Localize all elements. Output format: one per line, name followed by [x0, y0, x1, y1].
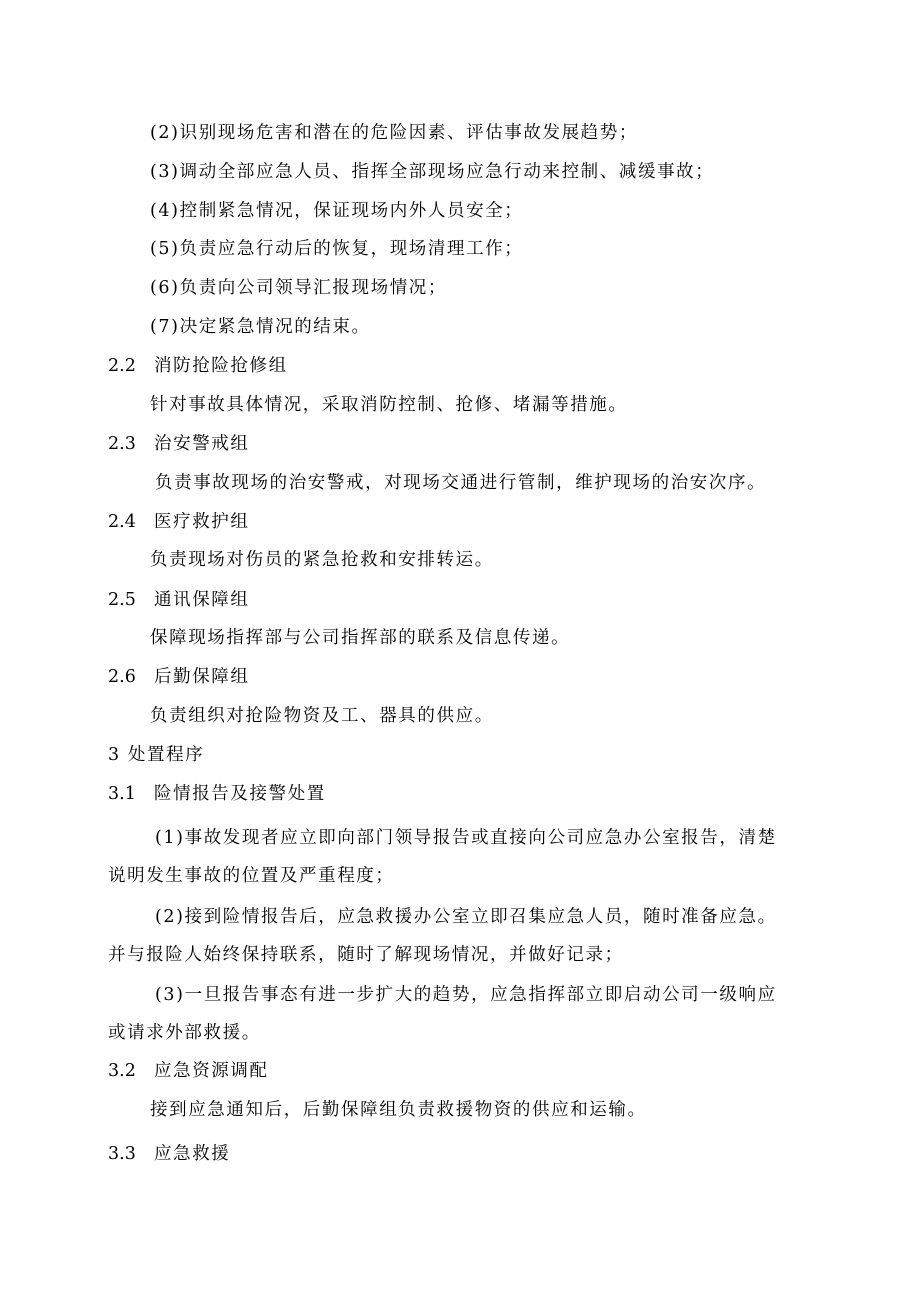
section-text-2-5: 保障现场指挥部与公司指挥部的联系及信息传递。	[150, 628, 571, 648]
section-text-2-4: 负责现场对伤员的紧急抢救和安排转运。	[150, 550, 494, 570]
section-text-2-3: 负责事故现场的治安警戒，对现场交通进行管制，维护现场的治安次序。	[155, 473, 767, 493]
section-heading-3: 3 处置程序	[108, 745, 205, 765]
paragraph-3-1-2-line-1: (2)接到险情报告后，应急救援办公室立即召集应急人员，随时准备应急。	[155, 907, 777, 927]
section-title: 治安警戒组	[154, 434, 250, 454]
section-text-2-6: 负责组织对抢险物资及工、器具的供应。	[150, 706, 494, 726]
section-heading-2-3	[108, 432, 250, 456]
paragraph-3-1-1-line-2: 说明发生事故的位置及严重程度；	[108, 866, 395, 886]
duty-item-3: (3)调动全部应急人员、指挥全部现场应急行动来控制、减缓事故；	[150, 162, 715, 182]
section-title: 消防抢险抢修组	[154, 356, 288, 376]
section-title: 险情报告及接警处置	[154, 784, 326, 804]
section-number: 2.3	[108, 434, 136, 454]
section-title: 应急救援	[154, 1144, 231, 1164]
duty-item-2: (2)识别现场危害和潜在的危险因素、评估事故发展趋势；	[150, 123, 638, 143]
section-heading-2-6	[108, 665, 250, 689]
section-title: 通讯保障组	[154, 590, 250, 610]
section-heading-2-4	[108, 510, 250, 534]
section-heading-3-2	[108, 1059, 269, 1083]
paragraph-3-1-2-line-2: 并与报险人始终保持联系，随时了解现场情况，并做好记录；	[108, 945, 624, 965]
paragraph-3-1-3-line-1: (3)一旦报告事态有进一步扩大的趋势，应急指挥部立即启动公司一级响应	[155, 985, 777, 1005]
section-title: 应急资源调配	[154, 1061, 269, 1081]
section-number: 2.5	[108, 590, 136, 610]
section-heading-3-3	[108, 1142, 230, 1166]
section-number: 3.1	[108, 784, 136, 804]
section-title: 医疗救护组	[154, 512, 250, 532]
duty-item-6: (6)负责向公司领导汇报现场情况；	[150, 278, 447, 298]
paragraph-3-1-3-line-2: 或请求外部救援。	[108, 1023, 261, 1043]
paragraph-3-1-1-line-1: (1)事故发现者应立即向部门领导报告或直接向公司应急办公室报告，清楚	[155, 828, 777, 848]
section-heading-3-1	[108, 782, 326, 806]
section-number: 2.2	[108, 356, 136, 376]
section-heading-2-5	[108, 588, 250, 612]
section-number: 3.2	[108, 1061, 136, 1081]
section-number: 2.6	[108, 667, 136, 687]
section-title: 后勤保障组	[154, 667, 250, 687]
section-number: 2.4	[108, 512, 136, 532]
duty-item-4: (4)控制紧急情况，保证现场内外人员安全；	[150, 201, 524, 221]
section-number: 3.3	[108, 1144, 136, 1164]
section-heading-2-2	[108, 354, 288, 378]
duty-item-7: (7)决定紧急情况的结束。	[150, 317, 371, 337]
section-text-3-2: 接到应急通知后，后勤保障组负责救援物资的供应和运输。	[150, 1100, 647, 1120]
duty-item-5: (5)负责应急行动后的恢复，现场清理工作；	[150, 239, 524, 259]
section-text-2-2: 针对事故具体情况，采取消防控制、抢修、堵漏等措施。	[150, 395, 628, 415]
